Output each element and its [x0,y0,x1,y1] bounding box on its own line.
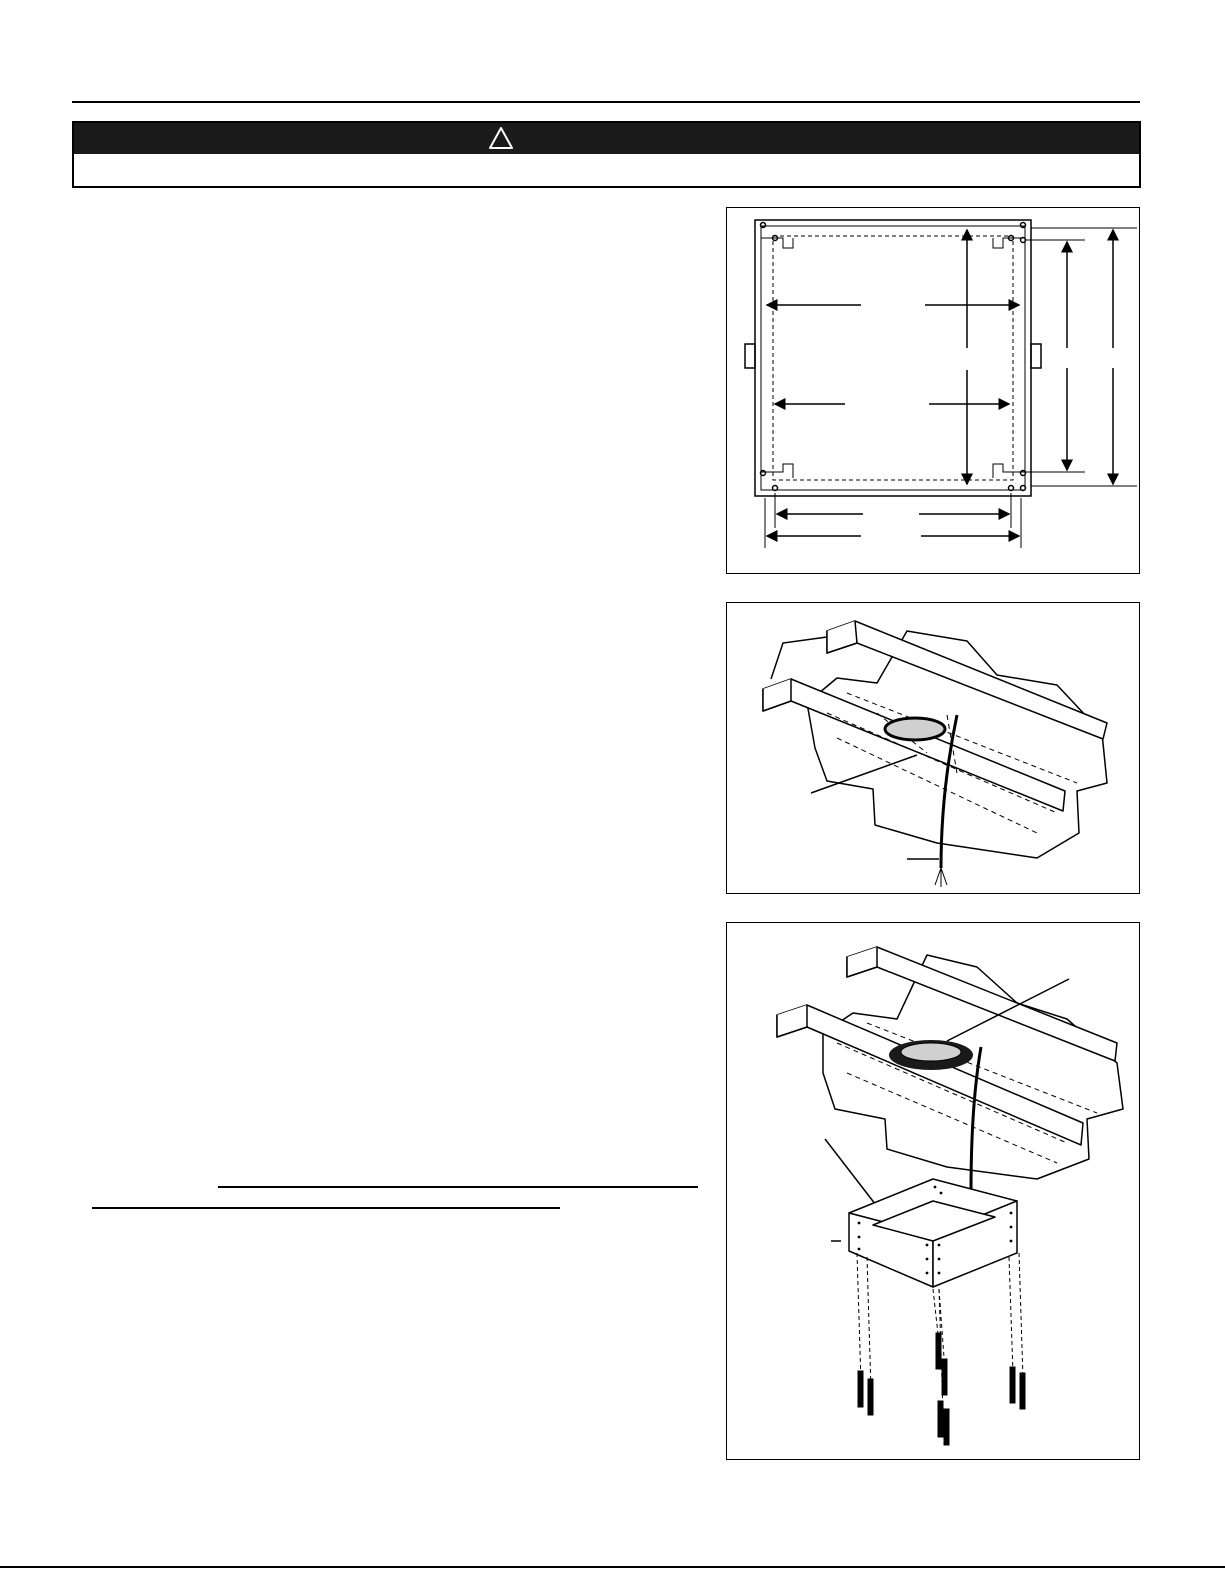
text-underline-1 [218,1186,698,1188]
warning-triangle-icon [488,126,514,150]
footer-rule [0,1566,1225,1568]
warning-header-bar [74,123,1139,154]
figure-ceiling-joists [726,602,1140,894]
bracket-dimension-diagram [727,208,1141,575]
warning-banner [72,121,1141,188]
figure-mounting-box [726,922,1140,1460]
header-rule [72,101,1140,103]
text-underline-2 [92,1207,560,1209]
mounting-box-diagram [727,923,1141,1461]
ceiling-joist-diagram [727,603,1141,895]
figure-bracket-dimensions [726,207,1140,574]
